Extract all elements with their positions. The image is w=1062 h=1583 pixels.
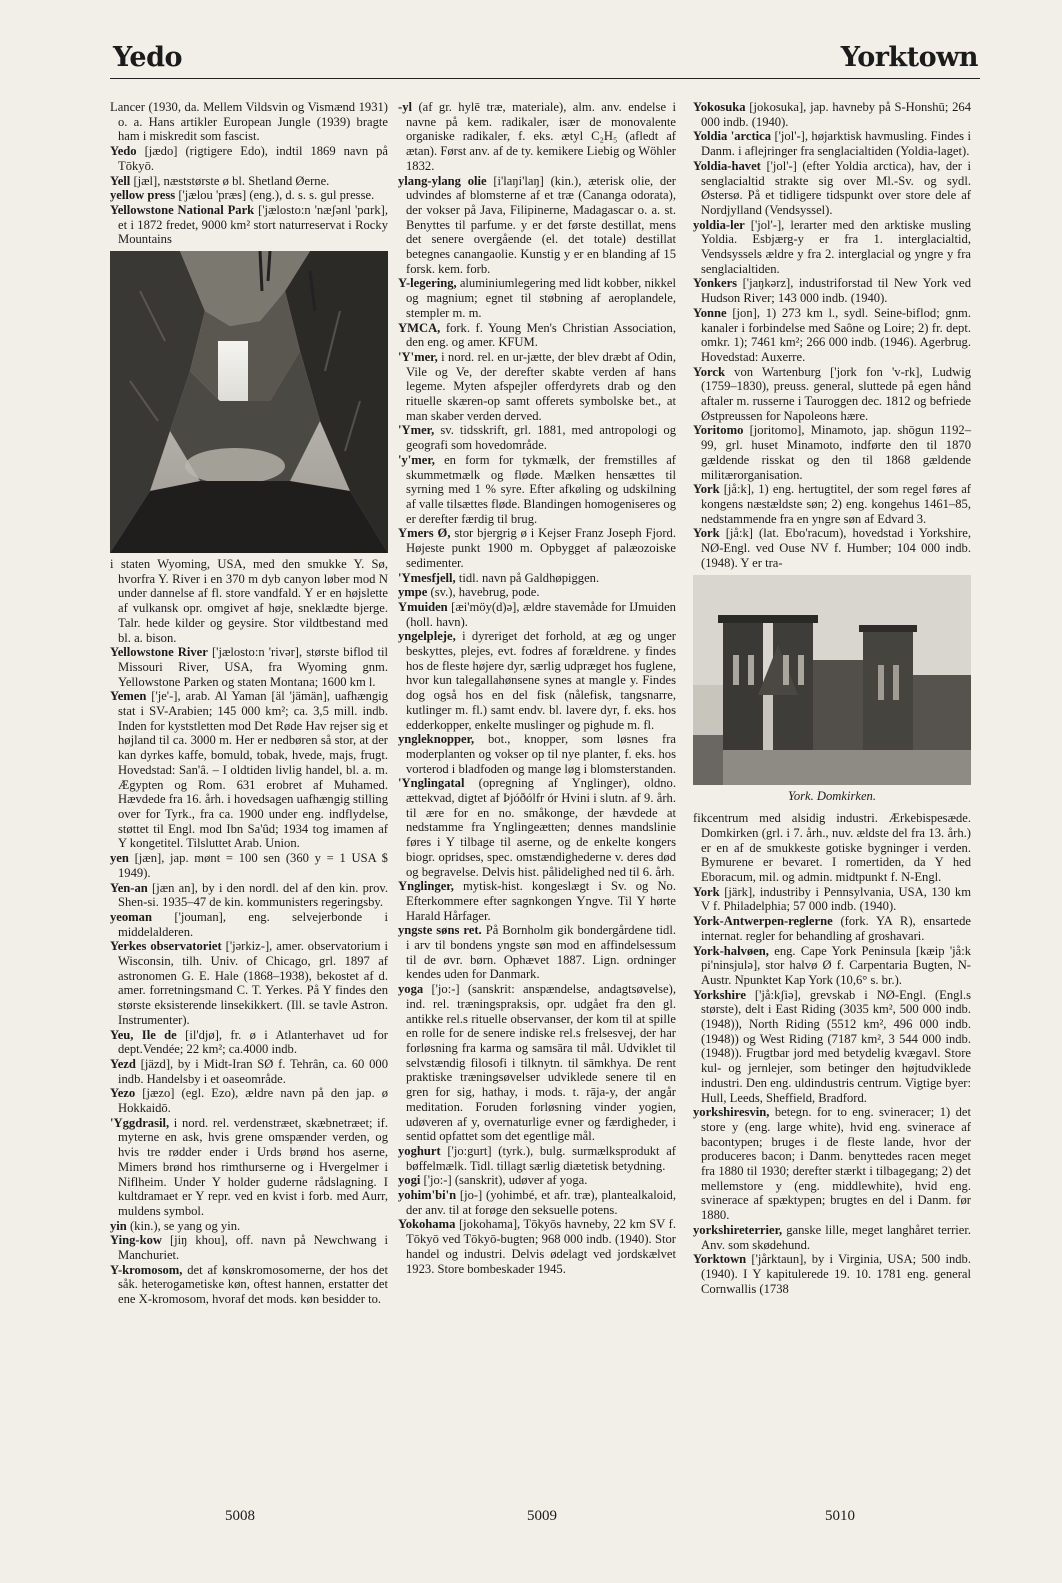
entry-definition: [jædo] (rigtigere Edo), indtil 1869 navn på Tōkyō. xyxy=(118,144,388,173)
dictionary-entry xyxy=(693,988,971,1106)
column-3 xyxy=(693,100,971,1296)
dictionary-entry xyxy=(110,910,388,939)
dictionary-entry xyxy=(398,174,676,277)
dictionary-entry xyxy=(398,600,676,629)
entry-definition: ['jouman], eng. selvejerbonde i middelalderen. xyxy=(118,909,388,939)
entry-headword: 'Ymesfjell, xyxy=(398,570,456,585)
dictionary-entry xyxy=(693,306,971,365)
entry-headword: yen xyxy=(110,851,129,866)
entry-headword: Yorktown xyxy=(693,1252,747,1267)
entry-headword: Yen-an xyxy=(110,880,148,895)
entry-definition: stor bjergrig ø i Kejser Franz Joseph Fjord. Højeste punkt 1900 m. Opbygget af palæozoiske sedimenter. xyxy=(406,526,676,570)
entry-definition: [jæzo] (egl. Ezo), ældre navn på den jap. ø Hokkaidō. xyxy=(118,1086,388,1116)
entry-headword: yogi xyxy=(398,1173,421,1188)
entry-headword: Yellowstone River xyxy=(110,645,208,660)
waterfall-canyon-image xyxy=(110,251,388,553)
entry-headword: York xyxy=(693,482,720,497)
dictionary-entry xyxy=(693,482,971,526)
dictionary-entry xyxy=(110,1116,388,1219)
entry-definition: (sv.), havebrug, pode. xyxy=(430,585,540,600)
entry-definition: [jå:k], 1) eng. hertugtitel, der som regel føres af kongens næstældste søn; 2) eng. kongehus 1461–85, nedstammende fra en yngre søn af Edvard 3. xyxy=(701,482,971,526)
entry-definition: [järk], industriby i Pennsylvania, USA, 130 km V f. Philadelphia; 57 000 indb. (1940). xyxy=(701,884,971,914)
dictionary-entry xyxy=(693,218,971,277)
entry-definition: i nord. rel. verdenstræet, skæbnetræet; if. myterne en ask, hvis grene omspænder verden, og hvis tre rødder ender i Urds brønd hos aserne, Mimers brønd hos rimthurserne og i Hvergelmer i Niflheim. Under Y holder guderne rådslagning. I kultdramaet er Y repr. ved en kvist i forb. med Aurr, muldens symbol. xyxy=(118,1115,388,1218)
entry-headword: Ying-kow xyxy=(110,1233,163,1248)
entry-headword: Yellowstone National Park xyxy=(110,202,255,217)
entry-headword: Y-legering, xyxy=(398,276,457,291)
entry-headword: ympe xyxy=(398,585,428,600)
dictionary-entry xyxy=(398,585,676,600)
entry-definition: [jæn], jap. mønt = 100 sen (360 y = 1 USA $ 1949). xyxy=(118,851,388,880)
dictionary-entry xyxy=(110,188,388,203)
column-1 xyxy=(110,100,388,1307)
entry-definition: det af kønskromosomerne, der hos det såk. heterogametiske køn, oftest hannen, erstatter det ene X-kromosom, hvoraf det mods. køn besidder to. xyxy=(118,1262,388,1307)
entry-headword: yin xyxy=(110,1218,127,1233)
dictionary-entry xyxy=(398,526,676,570)
dictionary-entry xyxy=(398,571,676,586)
entry-headword: Yezo xyxy=(110,1086,136,1101)
entry-definition: [jokosuka], jap. havneby på S-Honshū; 264 000 indb. (1940). xyxy=(701,100,972,129)
page-number-1: 5008 xyxy=(225,1508,255,1524)
entry-headword: Yorck xyxy=(693,364,725,379)
entry-definition: sv. tidsskrift, grl. 1881, med antropologi og geografi som hovedområde. xyxy=(406,423,676,453)
column-1-top-entries xyxy=(110,100,388,247)
dictionary-entry xyxy=(110,1057,388,1086)
entry-definition: [jæn an], by i den nordl. del af den kin. prov. Shen-si. 1935–47 de kin. kommunisters regeringsby. xyxy=(118,880,388,910)
dictionary-entry xyxy=(110,100,388,144)
dictionary-entry xyxy=(693,1223,971,1252)
dictionary-entry xyxy=(398,1217,676,1276)
entry-definition: fikcentrum med alsidig industri. Ærkebispesæde. Domkirken (grl. i 7. årh., nuv. ældste del fra 13. årh.) er en af de smukkeste gotiske bygninger i verden. Bymurene er bevaret. I romertiden, da Y hed Eboracum, mil. og admin. midtpunkt f. N-Engl. xyxy=(693,811,971,885)
entry-definition: [jå:k] (lat. Ebo'racum), hovedstad i Yorkshire, NØ-Engl. ved Ouse NV f. Humber; 104 000 indb. (1948). Y er tra- xyxy=(701,526,972,570)
dictionary-entry xyxy=(110,1263,388,1307)
dictionary-entry xyxy=(110,1219,388,1234)
dictionary-entry xyxy=(398,879,676,923)
dictionary-entry xyxy=(110,557,388,645)
entry-headword: yellow press xyxy=(110,188,176,203)
entry-definition: [joritomo], Minamoto, jap. shōgun 1192–99, grl. huset Minamoto, indførte den til 1870 gældende risskat og den til 1868 gældende militærorganisation. xyxy=(701,423,971,482)
dictionary-entry xyxy=(110,1233,388,1262)
entry-definition: tidl. navn på Galdhøpiggen. xyxy=(458,570,600,585)
dictionary-entry xyxy=(693,944,971,988)
dictionary-entry xyxy=(398,1188,676,1217)
entry-definition: ['jo:gurt] (tyrk.), bulg. surmælksprodukt af bøffelmælk. Tidl. tillagt særlig diætetisk betydning. xyxy=(406,1143,676,1173)
entry-definition: eng. Cape York Peninsula [kæip 'jå:k pi'ninsjulə], stor halvø Ø f. Carpentaria Bugten, N-Austr. Npunktet Kap York (10,6° s. br.). xyxy=(701,943,972,987)
entry-headword: Yokohama xyxy=(398,1217,456,1232)
dictionary-entry xyxy=(110,1028,388,1057)
entry-definition: ['jælosto:n 'rivər], største biflod til Missouri River, USA, fra Wyoming gnm. Yellowstone Parken og staten Montana; 1600 km l. xyxy=(118,645,388,689)
entry-definition: ['jol'-], lerarter med den arktiske musling Yoldia. Esbjærg-y er fra 1. interglacialtid, Vendsyssels ældre y fra 2. interglacial og yngre y fra senglacialtiden. xyxy=(701,217,971,276)
column-3-rest-entries xyxy=(693,811,971,1296)
entry-headword: 'Ynglingatal xyxy=(398,776,465,791)
header-left-word: Yedo xyxy=(113,42,182,73)
entry-definition: På Bornholm gik bondergårdene tidl. i arv til bondens yngste søn mod en affindelsessum til de øvr. børn. Ophævet 1887. Lign. ordninger kendes uden for Danmark. xyxy=(406,923,676,982)
entry-definition: [i'laŋi'laŋ] (kin.), æterisk olie, der udvindes af blomsterne af et træ (Cananga odorata), der vokser på Java, Filipinerne, Madagascar o. a. st. Benyttes til parfume. y er det første destillat, mens det senere overgående (el. det totale) destillat betegnes canangaolie. Kunstig y er en blanding af 15 forsk. kem. forb. xyxy=(406,173,676,276)
entry-headword: Yedo xyxy=(110,144,137,159)
entry-headword: 'Y'mer, xyxy=(398,349,438,364)
entry-headword: -yl xyxy=(398,100,412,114)
dictionary-entry xyxy=(110,174,388,189)
photo-caption: York. Domkirken. xyxy=(787,788,877,803)
page-number-3: 5010 xyxy=(825,1508,855,1524)
entry-headword: Yoritomo xyxy=(693,423,744,438)
entry-definition: ['jol'-] (efter Yoldia arctica), hav, der i senglacialtid strakte sig over Ml.-Sv. og sydl. Østersø. På et tidligere tidspunkt over store dele af Nordjylland (Vendsyssel). xyxy=(701,158,971,217)
dictionary-entry xyxy=(110,645,388,689)
entry-headword: YMCA, xyxy=(398,320,441,335)
dictionary-entry xyxy=(110,1086,388,1115)
dictionary-entry xyxy=(398,453,676,527)
dictionary-entry xyxy=(693,811,971,885)
entry-headword: 'Yggdrasil, xyxy=(110,1115,170,1130)
entry-headword: yngste søns ret. xyxy=(398,923,482,938)
entry-definition: [jokohama], Tōkyōs havneby, 22 km SV f. Tōkyō ved Tōkyō-bugten; 968 000 indb. (1940). Stor handel og industri. Delvis ødelagt ved jordskælvet 1923. Store bombeskader 1945. xyxy=(406,1217,676,1276)
entry-headword: 'Ymer, xyxy=(398,423,435,438)
entry-headword: Yonne xyxy=(693,305,727,320)
yellowstone-photo xyxy=(110,251,388,553)
entry-definition: ['jå:kʃiə], grevskab i NØ-Engl. (Engl.s største), delt i East Riding (3035 km², 500 000 indb. (1948)), North Riding (5512 km², 496 000 indb. (1948)) og West Riding (7187 km², 3 544 000 indb. (1948)). Frugtbar jord med betydelig kvægavl. Store kul- og jernlejer, som betinger den højtudviklede industri. Den eng. uldindustris centrum. Vigtige byer: Hull, Leeds, Sheffield, Bradford. xyxy=(701,987,971,1105)
entry-definition: [jiŋ khou], off. navn på Newchwang i Manchuriet. xyxy=(118,1233,388,1263)
column-2-entries xyxy=(398,100,676,1276)
entry-definition: [æi'möy(d)ə], ældre stavemåde for IJmuiden (holl. havn). xyxy=(406,599,676,629)
entry-definition: bot., knopper, som løsnes fra moderplanten og vokser op til nye planter, f. eks. hos vorterod i bladfoden og mange løg i blomsterstanden. xyxy=(406,732,677,776)
dictionary-entry xyxy=(398,276,676,320)
entry-definition: ['jælosto:n 'næʃənl 'pɑrk], et i 1872 fredet, 9000 km² stort naturreservat i Rocky Mountains xyxy=(118,202,388,247)
column-1-rest-entries xyxy=(110,557,388,1307)
dictionary-entry xyxy=(398,321,676,350)
entry-headword: yoghurt xyxy=(398,1143,441,1158)
entry-headword: yorkshiresvin, xyxy=(693,1105,770,1120)
dictionary-entry xyxy=(693,129,971,158)
entry-headword: Ymers Ø, xyxy=(398,526,451,541)
dictionary-entry xyxy=(110,689,388,851)
cathedral-image xyxy=(693,575,971,785)
dictionary-entry xyxy=(398,1144,676,1173)
entry-headword: Yell xyxy=(110,173,131,188)
york-cathedral-photo xyxy=(693,575,971,785)
page-number-2: 5009 xyxy=(527,1508,557,1524)
entry-definition: [jo-] (yohimbé, et afr. træ), plantealkaloid, der anv. til at forøge den seksuelle potens. xyxy=(406,1188,676,1217)
entry-definition: von Wartenburg ['jork fon 'v-rk], Ludwig (1759–1830), preuss. general, sluttede på egen hånd aftaler m. russerne i Tauroggen dec. 1812 og befriede Østpreussen for Napoleons hære. xyxy=(701,364,971,423)
header-right-word: Yorktown xyxy=(840,42,978,73)
dictionary-entry xyxy=(693,159,971,218)
dictionary-entry xyxy=(110,939,388,1027)
entry-headword: yoga xyxy=(398,982,424,997)
entry-definition: ['je'-], arab. Al Yaman [äl 'jämän], uafhængig stat i SV-Arabien; 145 000 km²; ca. 3,5 mill. indb. Inden for kyststletten mod Det Røde Hav rejser sig et højland til ca. 3000 m. Her er nedbøren så stor, at der kan dyrkes kaffe, bomuld, tobak, hvede, majs, frugt. Hovedstad: San'â. – I oldtiden livlig handel, bl. a. m. Ægypten og Rom. 631 erobret af Muhamed. Hævdede fra 16. årh. i hovedsagen uafhængig stilling over for Tyrk., fra ca. 1900 under eng. indflydelse, støttet til Engl. mod Ibn Sa'ûd; 1934 tog imamen af Y kongetitel. Tilsluttet Arab. Union. xyxy=(118,689,388,851)
entry-definition: Lancer (1930, da. Mellem Vildsvin og Vismænd 1931) o. a. Hans artikler European Jungle (1939) bragte ham i miskredit som fascist. xyxy=(110,100,388,144)
entry-headword: Yoldia 'arctica xyxy=(693,129,772,144)
entry-headword: Ynglinger, xyxy=(398,879,454,894)
running-header xyxy=(110,42,980,79)
dictionary-entry xyxy=(693,423,971,482)
entry-definition: ['jol'-], højarktisk havmusling. Findes i Danm. i aflejringer fra senglacialtiden (Yoldia-laget). xyxy=(701,129,971,159)
dictionary-entry xyxy=(398,423,676,452)
entry-definition: i nord. rel. en ur-jætte, der blev dræbt af Odin, Vile og Ve, der derefter skabte verden af hans legeme. Myten afspejler offerdyrets drab og den rituelle skæren-op samt offerets symbolske bet., at man skaber verden derved. xyxy=(406,349,676,423)
entry-definition: (fork. YA R), ensartede internat. regler for behandling af groshavari. xyxy=(701,914,971,943)
entry-headword: yngelpleje, xyxy=(398,629,456,644)
entry-headword: Yonkers xyxy=(693,276,738,291)
dictionary-entry xyxy=(398,629,676,732)
entry-headword: Yemen xyxy=(110,689,147,704)
entry-definition: aluminiumlegering med lidt kobber, nikkel og magnium; egnet til støbning af aeroplandele, stempler m. m. xyxy=(406,276,676,320)
dictionary-entry xyxy=(693,100,971,129)
entry-definition: ['jælou 'præs] (eng.), d. s. s. gul presse. xyxy=(178,188,375,203)
entry-definition: [jon], 1) 273 km l., sydl. Seine-biflod; gnm. kanaler i forbindelse med Saône og Loire; 2) fr. dept. omkr. 1); 7461 km²; 266 000 indb. (1946). Agerbrug. Hovedstad: Auxerre. xyxy=(701,305,971,364)
entry-headword: yngleknopper, xyxy=(398,732,475,747)
entry-definition: ['jo:-] (sanskrit), udøver af yoga. xyxy=(423,1173,588,1188)
dictionary-entry xyxy=(693,365,971,424)
entry-definition: (kin.), se yang og yin. xyxy=(129,1218,241,1233)
entry-definition: betegn. for to eng. svineracer; 1) det store y (eng. large white), hvid eng. svinerace af bacontypen; bruges i de fleste lande, hvor der produceres bacon; i Danm. benyttedes racen meget fra 1880 til 1930; derefter stærkt i tilbagegang; 2) det mellemstore y (eng. middlewhite), hvid eng. svinerace af spæktypen; brugtes en del i Danm. før 1880. xyxy=(701,1105,971,1223)
entry-headword: Yorkshire xyxy=(693,987,746,1002)
dictionary-entry xyxy=(398,776,676,879)
entry-headword: York-Antwerpen-reglerne xyxy=(693,914,833,929)
column-2 xyxy=(398,100,676,1276)
entry-definition: mytisk-hist. kongeslægt i Sv. og No. Efterkommere efter sagnkongen Yngve. Til Y hørte Harald Hårfager. xyxy=(406,879,676,923)
entry-definition: [jæl], næststørste ø bl. Shetland Øerne. xyxy=(133,173,330,188)
entry-headword: Yezd xyxy=(110,1056,136,1071)
entry-definition: [jäzd], by i Midt-Iran SØ f. Tehrân, ca. 60 000 indb. Handelsby i et oaseområde. xyxy=(118,1056,388,1086)
entry-definition: ['jo:-] (sanskrit: anspændelse, andagtsøvelse), ind. rel. træningspraksis, opr. udgået fra den gl. antikke rel.s rituelle observanser, der kom til at spille en rolle for de senere indiske rel.s frelsesvej, der har forløsning fra karma og samsāra til mål. Udviklet til selvstændig filosofi i tilknytn. til sāmkhya. De rent praktiske træningsøvelser udviklede senere til en gren for sig, hathay, i mods. t. rāja-y, der angår meditation. Foruden forløsning vinder yogien, udøveren af y, overnaturlige evner og færdigheder, i sentid opfattet som det egentlige mål. xyxy=(406,982,676,1144)
dictionary-entry xyxy=(398,1173,676,1188)
dictionary-entry xyxy=(693,526,971,570)
entry-definition: (af gr. hylē træ, materiale), alm. anv. endelse i navne på kem. radikaler, især de monovalente organiske radikaler, f. eks. ætyl C₂H₅ (afledt af ætan). Først anv. af de ty. kemikere Liebig og Wöhler 1832. xyxy=(406,100,676,173)
dictionary-entry xyxy=(398,350,676,424)
dictionary-entry xyxy=(693,1252,971,1296)
entry-definition: ['jårktaun], by i Virginia, USA; 500 indb. (1940). I Y kapitulerede 19. 10. 1781 eng. general Cornwallis (1738 xyxy=(701,1252,971,1296)
dictionary-entry xyxy=(110,203,388,247)
dictionary-entry xyxy=(398,982,676,1144)
dictionary-entry xyxy=(110,851,388,880)
dictionary-entry xyxy=(693,914,971,943)
entry-definition: ['jərkiz-], amer. observatorium i Wisconsin, tilh. Univ. of Chicago, grl. 1897 af astronomen G. E. Hale (1868–1938), bekostet af d. amer. forretningsmand C. T. Yerkes. På Y findes den største eksisterende linsekikkert. (Ill. se tavle Astron. Instrumenter). xyxy=(118,939,389,1027)
dictionary-entry xyxy=(693,885,971,914)
entry-definition: ganske lille, meget langhåret terrier. Anv. som skødehund. xyxy=(701,1222,971,1252)
dictionary-entry xyxy=(693,276,971,305)
entry-definition: fork. f. Young Men's Christian Association, den eng. og amer. KFUM. xyxy=(406,320,676,350)
entry-definition: (opregning af Ynglinger), oldno. ættekvad, digtet af Þjóðólfr ór Hvini i slutn. af 9. årh. til ære for en no. småkonge, der hævdede at nedstamme fra Ynglingeætten; dennes mandslinie føres i Y tilbage til aserne, og de enkelte kongers biogr. opridses, spec. omstændighederne v. deres død og begravelse. Delvis hist. pålidelighed ned til 6. årh. xyxy=(406,776,676,879)
entry-headword: Y-kromosom, xyxy=(110,1262,183,1277)
entry-headword: ylang-ylang olie xyxy=(398,173,487,188)
dictionary-entry xyxy=(398,732,676,776)
entry-headword: yorkshireterrier, xyxy=(693,1222,783,1237)
entry-headword: Yoldia-havet xyxy=(693,158,761,173)
entry-definition: i dyreriget det forhold, at æg og unger beskyttes, plejes, evt. fodres af forældrene. y findes hos de fleste højere dyr, særlig udpræget hos fuglene, hvor kun talegallahønsene synes at mangle y. Findes dog også hos en del fisk (nålefisk, tangsnarre, kutlinger m. fl.) samt endv. bl. lavere dyr, f. eks. hos edderkopper, enkelte muslinger og pighude m. fl. xyxy=(406,629,677,732)
entry-headword: 'y'mer, xyxy=(398,452,435,467)
entry-definition: en form for tykmælk, der fremstilles af skummetmælk og fløde. Mælken hensættes til syrning med 1 % syre. Efter afkøling og udskilning af valle tilsættes fløde. Blandingen homogeniseres og er derefter færdig til brug. xyxy=(406,452,676,526)
column-3-top-entries xyxy=(693,100,971,571)
entry-definition: ['jaŋkərz], industriforstad til New York ved Hudson River; 143 000 indb. (1940). xyxy=(701,276,971,306)
dictionary-entry xyxy=(110,144,388,173)
entry-headword: York-halvøen, xyxy=(693,943,769,958)
entry-definition: i staten Wyoming, USA, med den smukke Y. Sø, hvorfra Y. River i en 370 m dyb canyon løber mod N under dannelse af fl. store vandfald. Y er en højslette af vulkansk opr. omgivet af høje, sneklædte bjerge. Talr. hede kilder og geysire. Stor vildtbestand med bl. a. bison. xyxy=(110,557,388,645)
dictionary-entry xyxy=(398,923,676,982)
entry-definition: [il'djø], fr. ø i Atlanterhavet ud for dept.Vendée; 22 km²; ca.4000 indb. xyxy=(118,1027,388,1057)
dictionary-entry xyxy=(110,881,388,910)
dictionary-entry xyxy=(693,1105,971,1223)
entry-headword: Yeu, Ile de xyxy=(110,1027,177,1042)
entry-headword: York xyxy=(693,526,720,541)
entry-headword: yohim'bi'n xyxy=(398,1188,457,1203)
entry-headword: Ymuiden xyxy=(398,599,448,614)
entry-headword: Yokosuka xyxy=(693,100,746,114)
entry-headword: yeoman xyxy=(110,909,152,924)
dictionary-entry xyxy=(398,100,676,174)
entry-headword: Yerkes observatoriet xyxy=(110,939,222,954)
entry-headword: yoldia-ler xyxy=(693,217,745,232)
entry-headword: York xyxy=(693,884,720,899)
